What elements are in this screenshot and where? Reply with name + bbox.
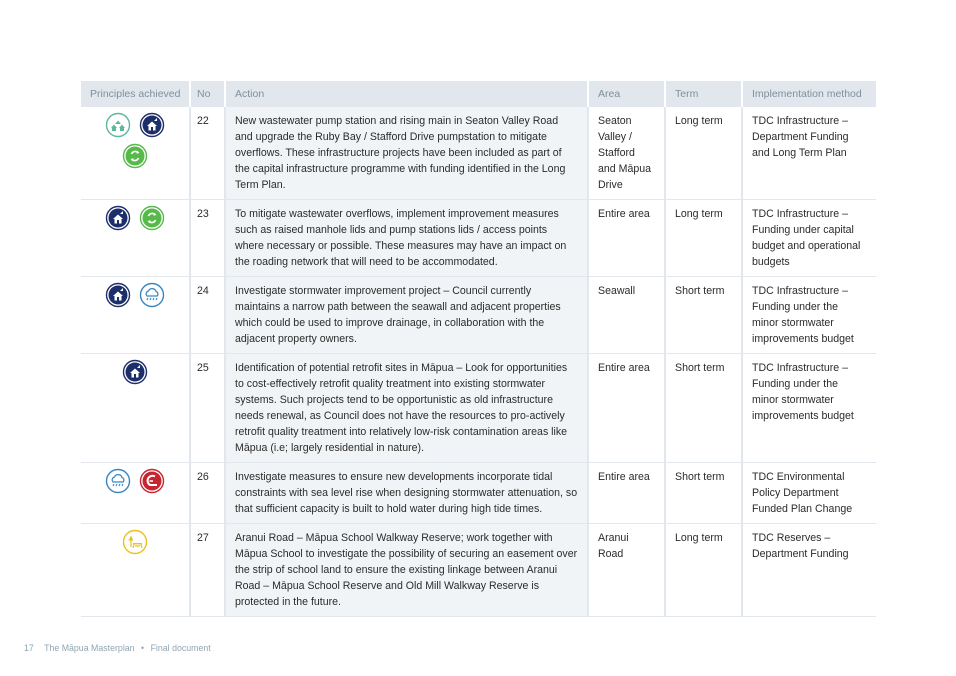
area-text: Seawall: [588, 277, 665, 354]
row-number: 27: [190, 524, 225, 617]
method-text: TDC Reserves – Department Funding: [742, 524, 876, 617]
term-text: Short term: [665, 463, 742, 524]
principles-cell: [81, 524, 190, 617]
method-text: TDC Infrastructure – Department Funding and Long Term Plan: [742, 107, 876, 200]
method-text: TDC Infrastructure – Funding under the minor stormwater improvements budget: [742, 354, 876, 463]
area-text: Entire area: [588, 463, 665, 524]
method-text: TDC Infrastructure – Funding under capital budget and operational budgets: [742, 200, 876, 277]
document-subtitle: Final document: [150, 643, 211, 653]
table-row: [81, 463, 876, 524]
header-action: Action: [225, 81, 588, 107]
area-text: Entire area: [588, 354, 665, 463]
header-principles: Principles achieved: [81, 81, 190, 107]
header-term: Term: [665, 81, 742, 107]
principles-cell: [81, 354, 190, 463]
action-text: New wastewater pump station and rising main in Seaton Valley Road and upgrade the Ruby Bay / Stafford Drive pumpstation to mitigate overflows. These infrastructure projects have been included as part of the capital infrastructure programme with funding identified in the Long Term Plan.: [225, 107, 588, 200]
page-number: 17: [24, 643, 34, 653]
row-number: 26: [190, 463, 225, 524]
table-header-row: [81, 81, 876, 107]
document-title: The Māpua Masterplan: [44, 643, 135, 653]
table-row: [81, 524, 876, 617]
recycle-icon: [139, 205, 165, 231]
footer-separator: •: [141, 643, 145, 653]
area-text: Entire area: [588, 200, 665, 277]
coastal-hazard-icon: [139, 468, 165, 494]
row-number: 23: [190, 200, 225, 277]
action-text: Investigate stormwater improvement project – Council currently maintains a narrow path between the seawall and adjacent properties which could be used to improve drainage, in collaboration with the adjacent property owners.: [225, 277, 588, 354]
method-text: TDC Environmental Policy Department Funded Plan Change: [742, 463, 876, 524]
house-arrow-icon: [139, 112, 165, 138]
rain-cloud-icon: [139, 282, 165, 308]
area-text: Seaton Valley / Stafford and Māpua Drive: [588, 107, 665, 200]
action-text: Aranui Road – Māpua School Walkway Reserve; work together with Māpua School to investigate the possibility of securing an easement over the strip of school land to ensure the existing linkage between Aranui Road – Māpua School Reserve and Old Mill Walkway Reserve is protected in the future.: [225, 524, 588, 617]
principles-cell: [81, 463, 190, 524]
header-no: No: [190, 81, 225, 107]
term-text: Short term: [665, 354, 742, 463]
principles-cell: [81, 107, 190, 200]
page-footer: [24, 643, 219, 653]
term-text: Short term: [665, 277, 742, 354]
house-arrow-icon: [122, 359, 148, 385]
method-text: TDC Infrastructure – Funding under the minor stormwater improvements budget: [742, 277, 876, 354]
table-row: [81, 354, 876, 463]
area-text: Aranui Road: [588, 524, 665, 617]
community-icon: [105, 112, 131, 138]
action-text: Identification of potential retrofit sites in Māpua – Look for opportunities to cost-effectively retrofit quality treatment into existing stormwater systems. Such projects tend to be opportunistic as old infrastructure needs renewal, as Council does not have the resources to pro-actively retrofit quality treatment into relatively low-risk contamination areas like Māpua (i.e; largely residential in nature).: [225, 354, 588, 463]
term-text: Long term: [665, 200, 742, 277]
house-arrow-icon: [105, 205, 131, 231]
principles-cell: [81, 200, 190, 277]
picnic-icon: [122, 529, 148, 555]
table-row: [81, 277, 876, 354]
principles-cell: [81, 277, 190, 354]
header-method: Implementation method: [742, 81, 876, 107]
house-arrow-icon: [105, 282, 131, 308]
action-text: Investigate measures to ensure new developments incorporate tidal constraints with sea level rise when designing stormwater attenuation, so that sufficient capacity is built to hold water during high tide times.: [225, 463, 588, 524]
rain-cloud-icon: [105, 468, 131, 494]
action-text: To mitigate wastewater overflows, implement improvement measures such as raised manhole lids and pump stations lids / access points where necessary or possible. These measures may have an impact on the roading network that will need to be accommodated.: [225, 200, 588, 277]
table-row: [81, 107, 876, 200]
table-row: [81, 200, 876, 277]
term-text: Long term: [665, 107, 742, 200]
term-text: Long term: [665, 524, 742, 617]
row-number: 22: [190, 107, 225, 200]
row-number: 25: [190, 354, 225, 463]
row-number: 24: [190, 277, 225, 354]
actions-table: [81, 81, 876, 617]
recycle-icon: [122, 143, 148, 169]
header-area: Area: [588, 81, 665, 107]
